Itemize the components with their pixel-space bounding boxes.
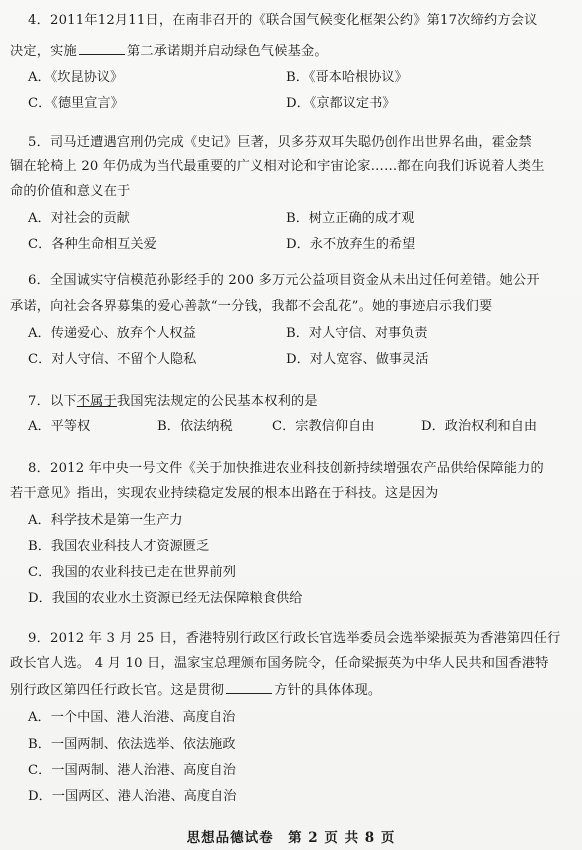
question-9-option-a: A．一个中国、港人治港、高度自治 bbox=[28, 710, 236, 725]
question-9-stem-line-2: 政长官人选。 4 月 10 日，温家宝总理颁布国务院令，任命梁振英为中华人民共和国香港特 bbox=[10, 656, 549, 671]
question-6-stem-line-2: 承诺，向社会各界募集的爱心善款“一分钱，我都不会乱花”。她的事迹启示我们要 bbox=[10, 299, 493, 314]
question-7-option-a: A．平等权 bbox=[28, 419, 91, 434]
question-6-option-c: C．对人守信、不留个人隐私 bbox=[28, 352, 197, 367]
question-4-stem-line-1: 4．2011年12月11日，在南非召开的《联合国气候变化框架公约》第17次缔约方会议 bbox=[28, 13, 538, 28]
question-8-stem-line-1: 8．2012 年中央一号文件《关于加快推进农业科技创新持续增强农产品供给保障能力的 bbox=[28, 461, 544, 476]
question-6-option-a: A．传递爱心、放弃个人权益 bbox=[28, 326, 196, 341]
question-5-stem-line-3: 命的价值和意义在于 bbox=[10, 184, 131, 199]
question-7-stem-line-1 bbox=[28, 393, 318, 410]
question-6-stem-line-1: 6．全国诚实守信模范孙影经手的 200 多万元公益项目资金从未出过任何差错。她公开 bbox=[28, 273, 540, 288]
question-7-emphasis: 不属于 bbox=[76, 394, 117, 409]
question-9-stem-text-a: 别行政区第四任行政长官。这是贯彻 bbox=[10, 683, 225, 698]
question-5-option-d: D．永不放弃生的希望 bbox=[286, 237, 416, 252]
question-7-option-c: C．宗教信仰自由 bbox=[272, 419, 375, 434]
question-4-option-d: D．《京都议定书》 bbox=[286, 96, 396, 111]
question-8-stem-line-2: 若干意见》指出，实现农业持续稳定发展的根本出路在于科技。这是因为 bbox=[10, 486, 439, 501]
question-9-option-b: B．一国两制、依法选举、依法施政 bbox=[28, 737, 236, 752]
question-7-stem-text-b: 我国宪法规定的公民基本权利的是 bbox=[116, 394, 318, 409]
question-5-stem-line-2: 锢在轮椅上 20 年仍成为当代最重要的广义相对论和宇宙论家……都在向我们诉说着人类生 bbox=[10, 159, 545, 174]
question-4-stem-text-b: 第二承诺期并启动绿色气候基金。 bbox=[126, 44, 328, 59]
question-4-stem-text-a: 决定，实施 bbox=[10, 44, 77, 59]
question-8-option-d: D．我国的农业水土资源已经无法保障粮食供给 bbox=[28, 591, 303, 606]
question-6-option-d: D．对人宽容、做事灵活 bbox=[286, 352, 429, 367]
question-5-option-a: A．对社会的贡献 bbox=[28, 211, 130, 226]
question-7-stem-text-a: 7．以下 bbox=[28, 394, 77, 409]
question-7-option-b: B．依法纳税 bbox=[157, 419, 233, 434]
question-4-option-b: B．《哥本哈根协议》 bbox=[286, 70, 408, 85]
question-9-option-d: D．一国两区、港人治港、高度自治 bbox=[28, 789, 237, 804]
question-6-option-b: B．对人守信、对事负责 bbox=[286, 326, 428, 341]
question-9-stem-line-3 bbox=[10, 681, 381, 699]
answer-blank bbox=[226, 681, 272, 694]
question-9-option-c: C．一国两制、港人治港、高度自治 bbox=[28, 763, 236, 778]
question-7-option-d: D．政治权利和自由 bbox=[421, 419, 538, 434]
question-8-option-a: A．科学技术是第一生产力 bbox=[28, 513, 183, 528]
question-9-stem-line-1: 9．2012 年 3 月 25 日，香港特别行政区行政长官选举委员会选举梁振英为香港第四任行 bbox=[28, 631, 561, 646]
question-4-option-c: C．《德里宣言》 bbox=[28, 96, 124, 111]
question-5-option-b: B．树立正确的成才观 bbox=[286, 211, 415, 226]
question-9-stem-text-b: 方针的具体体现。 bbox=[274, 683, 382, 698]
question-4-option-a: A．《坎昆协议》 bbox=[28, 70, 124, 85]
question-8-option-b: B．我国农业科技人才资源匮乏 bbox=[28, 539, 210, 554]
answer-blank bbox=[79, 42, 125, 55]
question-8-option-c: C．我国的农业科技已走在世界前列 bbox=[28, 565, 236, 580]
question-5-stem-line-1: 5．司马迁遭遇宫刑仍完成《史记》巨著，贝多芬双耳失聪仍创作出世界名曲，霍金禁 bbox=[28, 135, 532, 150]
question-5-option-c: C．各种生命相互关爱 bbox=[28, 237, 157, 252]
page-footer: 思想品德试卷 第 2 页 共 8 页 bbox=[186, 830, 396, 846]
question-4-stem-line-2 bbox=[10, 42, 328, 60]
